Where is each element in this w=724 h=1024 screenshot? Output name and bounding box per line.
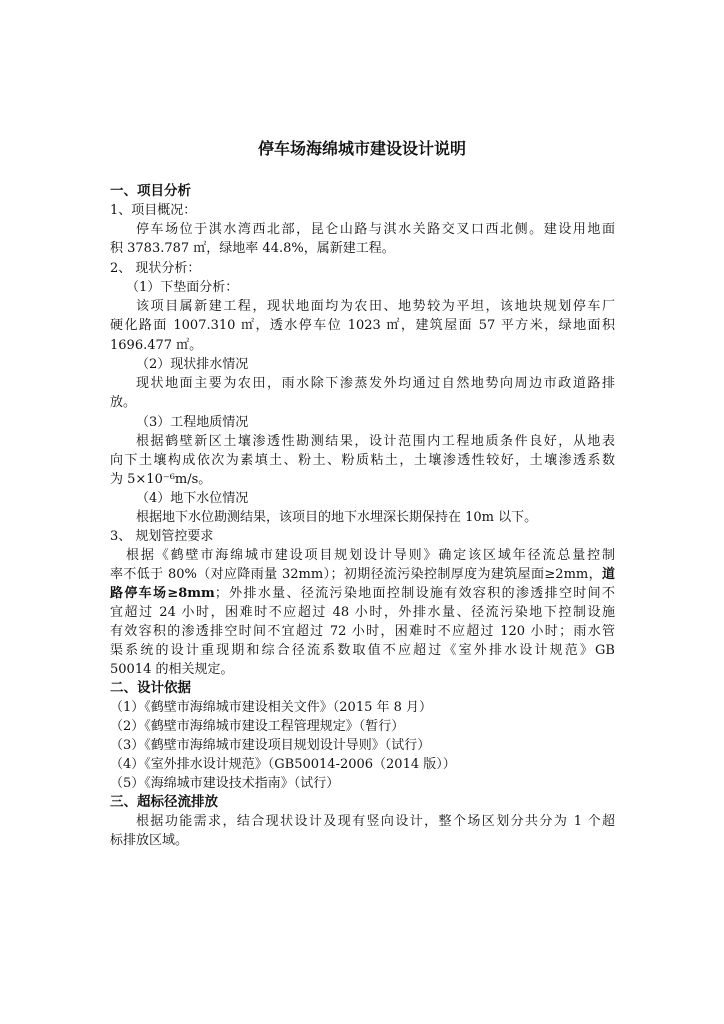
list-item: （3）《鹤壁市海绵城市建设项目规划设计导则》（试行）: [110, 738, 431, 753]
paragraph-line: 根据功能需求，结合现状设计及现有竖向设计，整个场区划分共分为 1 个超: [136, 814, 615, 829]
paragraph-line: 标排放区域。: [110, 833, 189, 848]
paragraph-line: 硬化路面 1007.310 ㎡，透水停车位 1023 ㎡，建筑屋面 57 平方米，绿地面积: [110, 318, 615, 333]
subheading-planning: 3、 规划管控要求: [110, 529, 214, 544]
list-item: （2）《鹤壁市海绵城市建设工程管理规定》（暂行）: [110, 719, 405, 734]
subheading-item: （1）下垫面分析：: [126, 280, 239, 295]
paragraph-line: [110, 565, 615, 584]
text-run: 率不低于 80%（对应降雨量 32mm）；初期径流污染控制厚度为建筑屋面≥2mm，: [110, 567, 602, 582]
paragraph-line: 50014 的相关规定。: [110, 662, 234, 677]
list-item: （1）《鹤壁市海绵城市建设相关文件》（2015 年 8 月）: [110, 700, 433, 715]
bold-text-run: 路停车场≥8mm: [110, 586, 215, 601]
paragraph-line: 停车场位于淇水湾西北部，昆仑山路与淇水关路交叉口西北侧。建设用地面: [136, 222, 615, 237]
section-heading-design-basis: 二、设计依据: [110, 680, 191, 696]
subheading-item: （4）地下水位情况: [136, 491, 249, 506]
paragraph-line: 为 5×10⁻⁶m/s。: [110, 472, 212, 487]
document-title: 停车场海绵城市建设设计说明: [257, 139, 466, 158]
paragraph-line: [110, 584, 615, 603]
paragraph-line: 该项目属新建工程，现状地面均为农田、地势较为平坦，该地块规划停车厂: [136, 299, 615, 314]
paragraph-line: 根据鹤壁新区土壤渗透性勘测结果，设计范围内工程地质条件良好，从地表: [136, 434, 615, 449]
bold-text-run: 道: [601, 567, 615, 582]
paragraph-line: 宜超过 24 小时，困难时不应超过 48 小时，外排水量、径流污染地下控制设施: [110, 605, 615, 620]
paragraph-line: 渠系统的设计重现期和综合径流系数取值不应超过《室外排水设计规范》GB: [110, 643, 615, 658]
subheading-status: 2、 现状分析：: [110, 261, 201, 276]
text-run: ；外排水量、径流污染地面控制设施有效容积的渗透排空时间不: [214, 586, 615, 601]
paragraph-line: 根据《鹤壁市海绵城市建设项目规划设计导则》确定该区域年径流总量控制: [126, 548, 615, 563]
section-heading-project-analysis: 一、项目分析: [110, 183, 191, 199]
section-heading-excess-runoff: 三、超标径流排放: [110, 794, 218, 810]
paragraph-line: 有效容积的渗透排空时间不宜超过 72 小时，困难时不应超过 120 小时；雨水管: [110, 624, 615, 639]
paragraph-line: 根据地下水位勘测结果，该项目的地下水埋深长期保持在 10m 以下。: [136, 510, 538, 525]
paragraph-line: 向下土壤构成依次为素填土、粉土、粉质粘土，土壤渗透性较好，土壤渗透系数: [110, 453, 615, 468]
subheading-overview: 1、项目概况：: [110, 203, 197, 218]
paragraph-line: 1696.477 ㎡。: [110, 338, 203, 353]
subheading-item: （2）现状排水情况: [136, 357, 249, 372]
subheading-item: （3）工程地质情况: [136, 415, 249, 430]
paragraph-line: 放。: [110, 395, 137, 410]
list-item: （4）《室外排水设计规范》（GB50014-2006（2014 版））: [110, 757, 456, 772]
paragraph-line: 积 3783.787 ㎡，绿地率 44.8%，属新建工程。: [110, 241, 395, 256]
paragraph-line: 现状地面主要为农田，雨水除下渗蒸发外均通过自然地势向周边市政道路排: [136, 376, 615, 391]
list-item: （5）《海绵城市建设技术指南》（试行）: [110, 776, 340, 791]
